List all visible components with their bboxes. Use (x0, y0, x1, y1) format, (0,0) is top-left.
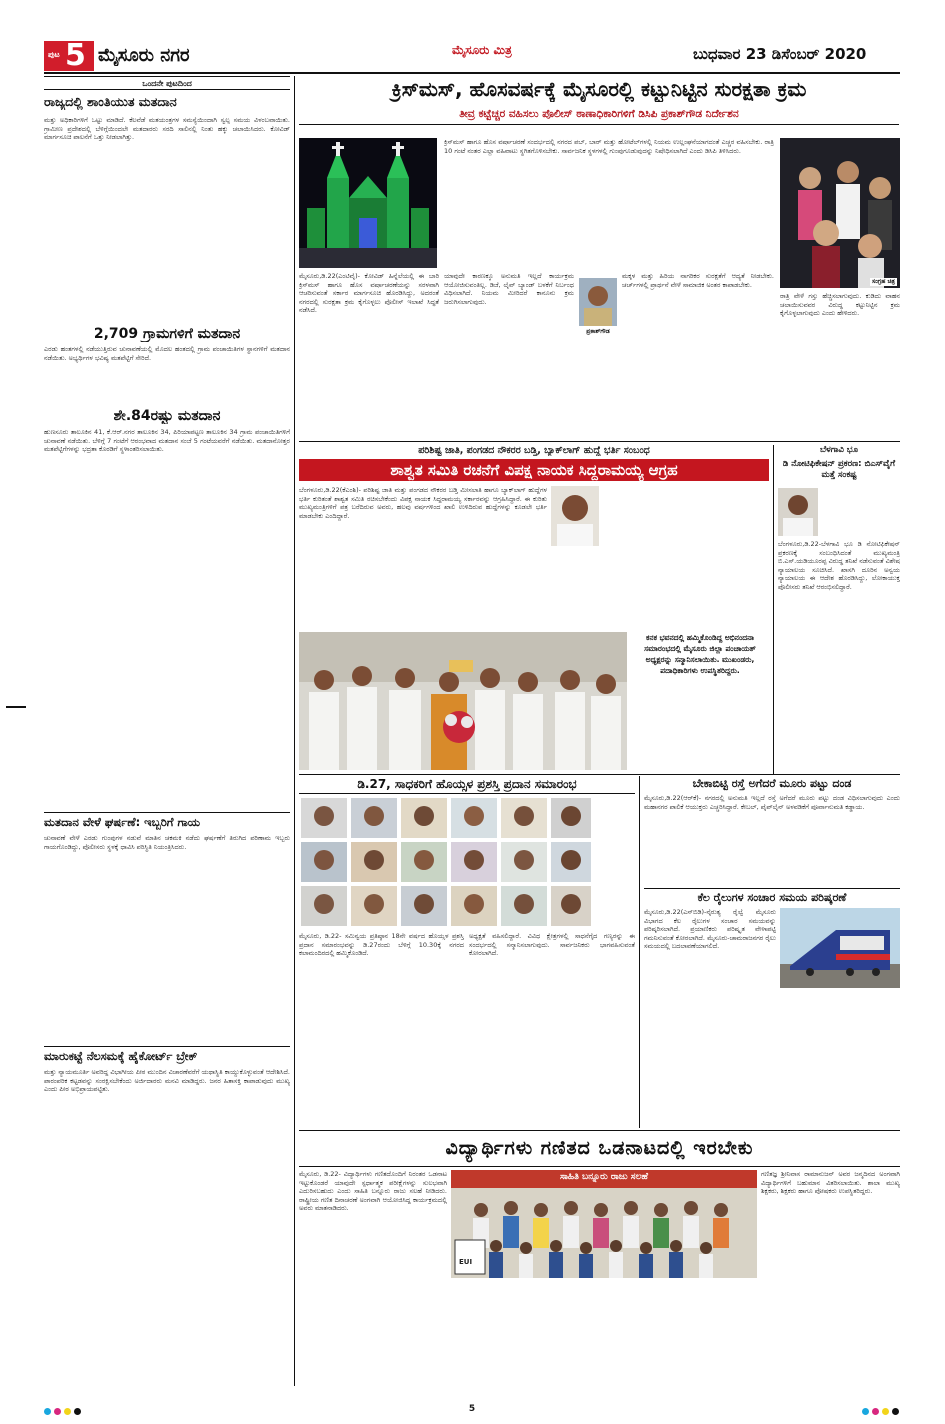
lead-body-top: ಕ್ರಿಸ್‌ಮಸ್ ಹಾಗೂ ಹೊಸ ವರ್ಷಾಚರಣೆ ಸಂದರ್ಭದಲ್ಲಿ ನಗರದ ಪಬ್, ಬಾರ್ ಮತ್ತು ಹೋಟೆಲ್‌ಗಳಲ್ಲಿ ನಿಯಮ ಉಲ್ಲಂಘನೆಯಾಗದಂತೆ ಎಚ್ಚರ ವಹಿಸಬೇಕು. ರಾತ್ರಿ 10 ಗಂಟೆ ನಂತರ ಎಲ್ಲಾ ವಹಿವಾಟು ಸ್ಥಗಿತಗೊಳಿಸಬೇಕು. ಸಾರ್ವಜನಿಕ ಸ್ಥಳಗಳಲ್ಲಿ ಗುಂಪುಗೂಡುವುದನ್ನು ನಿಷೇಧಿಸಲಾಗಿದೆ ಎಂದು ಡಿಸಿಪಿ ತಿಳಿಸಿದರು. (444, 138, 774, 155)
felicitation-illustration (299, 632, 627, 770)
yellow-dot (64, 1408, 71, 1415)
header-rule (44, 72, 900, 74)
story-body: ಹುಣಸೂರು ತಾಲೂಕಿನ 41, ಕೆ.ಆರ್.ನಗರ ತಾಲೂಕಿನ 34, ಪಿರಿಯಾಪಟ್ಟಣ ತಾಲೂಕಿನ 34 ಗ್ರಾಮ ಪಂಚಾಯಿತಿಗಳಿಗೆ ಚುನಾವಣೆ ನಡೆಯಿತು. ಬೆಳಿಗ್ಗೆ 7 ಗಂಟೆಗೆ ಆರಂಭವಾದ ಮತದಾನ ಸಂಜೆ 5 ಗಂಟೆಯವರೆಗೆ ನಡೆಯಿತು. ಮತದಾನೋತ್ತರ ಮತಪೆಟ್ಟಿಗೆಗಳನ್ನು ಭದ್ರತಾ ಕೊಠಡಿಗೆ ಸ್ಥಳಾಂತರಿಸಲಾಯಿತು. (44, 428, 290, 453)
story-body: ಚುನಾವಣೆ ವೇಳೆ ಎರಡು ಗುಂಪುಗಳ ನಡುವೆ ಮಾತಿನ ಚಕಮಕಿ ನಡೆದು ಘರ್ಷಣೆಗೆ ತಿರುಗಿದ ಪರಿಣಾಮ ಇಬ್ಬರು ಗಾಯಗೊಂಡಿದ್ದು, ಪೊಲೀಸರು ಸ್ಥಳಕ್ಕೆ ಧಾವಿಸಿ ಪರಿಸ್ಥಿತಿ ನಿಯಂತ್ರಿಸಿದರು. (44, 834, 290, 851)
story-body: ಮೈಸೂರು, ಡಿ.22- ವಿದ್ಯಾರ್ಥಿಗಳು ಗಣಿತದೊಂದಿಗೆ ನಿರಂತರ ಒಡನಾಟ ಇಟ್ಟುಕೊಂಡರೆ ಯಾವುದೇ ಸ್ಪರ್ಧಾತ್ಮಕ ಪರೀಕ್ಷೆಗಳನ್ನು ಸುಲಭವಾಗಿ ಎದುರಿಸಬಹುದು ಎಂದು ಸಾಹಿತಿ ಬನ್ನೂರು ರಾಜು ಸಲಹೆ ನೀಡಿದರು. ರಾಷ್ಟ್ರೀಯ ಗಣಿತ ದಿನಾಚರಣೆ ಅಂಗವಾಗಿ ಆಯೋಜಿಸಿದ್ದ ಕಾರ್ಯಕ್ರಮದಲ್ಲಿ ಅವರು ಮಾತನಾಡಿದರು. (299, 1170, 447, 1212)
church-photo (299, 138, 437, 268)
divider (299, 1166, 900, 1167)
lead-body: ರಾತ್ರಿ ವೇಳೆ ಗಸ್ತು ಹೆಚ್ಚಿಸಲಾಗುವುದು. ಕುಡಿದು ವಾಹನ ಚಲಾಯಿಸುವವರ ವಿರುದ್ಧ ಕಟ್ಟುನಿಟ್ಟಿನ ಕ್ರಮ ಕೈಗೊಳ್ಳಲಾಗುವುದು ಎಂದು ಹೇಳಿದರು. (780, 292, 900, 317)
brief-kicker: ಬೆಳಗಾವಿ ಭೂ (819, 445, 859, 455)
awardee-grid-illustration (299, 796, 635, 928)
story-body: ಮೈಸೂರು,ಡಿ.22(ಎಸ್‌ಬಿಡಿ)-ನೈರುತ್ಯ ರೈಲ್ವೆ ಮೈಸೂರು ವಿಭಾಗದ ಕೆಲ ರೈಲುಗಳ ಸಂಚಾರ ಸಮಯವನ್ನು ಪರಿಷ್ಕರಿಸಲಾಗಿದೆ. ಪ್ರಯಾಣಿಕರು ಪರಿಷ್ಕೃತ ವೇಳಾಪಟ್ಟಿ ಗಮನಿಸುವಂತೆ ಕೋರಲಾಗಿದೆ. ಮೈಸೂರು-ಚಾಮರಾಜನಗರ ರೈಲು ಸಮಯದಲ್ಲಿ ಬದಲಾವಣೆಯಾಗಲಿದೆ. (644, 908, 776, 950)
lead-subhead: ತೀವ್ರ ಕಟ್ಟೆಚ್ಚರ ವಹಿಸಲು ಪೊಲೀಸ್ ಠಾಣಾಧಿಕಾರಿಗಳಿಗೆ ಡಿಸಿಪಿ ಪ್ರಕಾಶ್‌ಗೌಡ ನಿರ್ದೇಶನ (459, 108, 739, 120)
story-title: ಶೇ.84ರಷ್ಟು ಮತದಾನ (113, 408, 221, 424)
bsy-portrait (778, 488, 818, 536)
story-body: ಮತ್ತು ಅಧಿಕಾರಿಗಳಿಗೆ ಒಟ್ಟು ಮಾಡಿದೆ. ಕೆಲವೆಡೆ ಮತಯಂತ್ರಗಳ ಸಮಸ್ಯೆಯಿಂದಾಗಿ ಸ್ವಲ್ಪ ಸಮಯ ವಿಳಂಬವಾಯಿತು. ಗ್ರಾಮೀಣ ಪ್ರದೇಶದಲ್ಲಿ ಬೆಳಿಗ್ಗೆಯಿಂದಲೇ ಮತದಾರರು ಸರದಿ ಸಾಲಿನಲ್ಲಿ ನಿಂತು ಹಕ್ಕು ಚಲಾಯಿಸಿದರು. ಕೋವಿಡ್ ಮಾರ್ಗಸೂಚಿ ಪಾಲನೆಗೆ ಒತ್ತು ನೀಡಲಾಗಿತ್ತು. (44, 116, 290, 141)
column-divider (773, 445, 774, 775)
lead-body: ಮೈಸೂರು,ಡಿ.22(ಎಂಟಿವೈ)- ಕೋವಿಡ್ ಹಿನ್ನೆಲೆಯಲ್ಲಿ ಈ ಬಾರಿ ಕ್ರಿಸ್‌ಮಸ್ ಹಾಗೂ ಹೊಸ ವರ್ಷಾಚರಣೆಯನ್ನು ಸರಳವಾಗಿ ಆಚರಿಸುವಂತೆ ಸರ್ಕಾರ ಮಾರ್ಗಸೂಚಿ ಹೊರಡಿಸಿದ್ದು, ಅದರಂತೆ ನಗರದಲ್ಲಿ ಸುರಕ್ಷತಾ ಕ್ರಮ ಕೈಗೊಳ್ಳಲು ಪೊಲೀಸ್ ಇಲಾಖೆ ಸಿದ್ಧತೆ ನಡೆಸಿದೆ. (299, 272, 439, 314)
black-dot (74, 1408, 81, 1415)
divider (299, 774, 900, 775)
story-body: ಎರಡು ಹಂತಗಳಲ್ಲಿ ನಡೆಯುತ್ತಿರುವ ಚುನಾವಣೆಯಲ್ಲಿ ಮೊದಲ ಹಂತದಲ್ಲಿ ಗ್ರಾಮ ಪಂಚಾಯಿತಿಗಳ ಸ್ಥಾನಗಳಿಗೆ ಮತದಾನ ನಡೆಯಿತು. ಅಭ್ಯರ್ಥಿಗಳ ಭವಿಷ್ಯ ಮತಪೆಟ್ಟಿಗೆ ಸೇರಿದೆ. (44, 345, 290, 362)
awardee-photo-grid (299, 796, 635, 928)
registration-mark (6, 706, 26, 708)
story-headline-band (299, 459, 769, 481)
photo-credit: ಸಂಗ್ರಹ ಚಿತ್ರ (871, 278, 895, 285)
divider (299, 793, 635, 794)
story-body-continued (644, 1000, 900, 1128)
church-illustration (299, 138, 437, 268)
brief-body: ಬೆಂಗಳೂರು,ಡಿ.22-ಬೆಳಗಾವಿ ಭೂ ಡಿ ನೋಟಿಫಿಕೇಷನ್ ಪ್ರಕರಣಕ್ಕೆ ಸಂಬಂಧಿಸಿದಂತೆ ಮುಖ್ಯಮಂತ್ರಿ ಬಿ.ಎಸ್.ಯಡಿಯೂರಪ್ಪ ವಿರುದ್ಧ ತನಿಖೆ ನಡೆಸುವಂತೆ ವಿಶೇಷ ನ್ಯಾಯಾಲಯ ಸೂಚಿಸಿದೆ. ಖಾಸಗಿ ದೂರಿನ ಅನ್ವಯ ನ್ಯಾಯಾಲಯ ಈ ಆದೇಶ ಹೊರಡಿಸಿದ್ದು, ಲೋಕಾಯುಕ್ತ ಪೊಲೀಸರು ತನಿಖೆ ಆರಂಭಿಸಲಿದ್ದಾರೆ. (778, 540, 900, 591)
story-body: ಮತ್ತು ನ್ಯಾಯಮೂರ್ತಿ ಅವರಿದ್ದ ವಿಭಾಗೀಯ ಪೀಠ ಮುಂದಿನ ವಿಚಾರಣೆವರೆಗೆ ಯಥಾಸ್ಥಿತಿ ಕಾಯ್ದುಕೊಳ್ಳುವಂತೆ ಆದೇಶಿಸಿದೆ. ಪಾರಂಪರಿಕ ಕಟ್ಟಡವನ್ನು ಸಂರಕ್ಷಿಸಬೇಕೆಂದು ಅರ್ಜಿದಾರರು ಮನವಿ ಮಾಡಿದ್ದರು. ಜನರ ಹಿತಾಸಕ್ತಿ ಕಾಪಾಡುವುದು ಮುಖ್ಯ ಎಂದು ಪೀಠ ಅಭಿಪ್ರಾಯಪಟ್ಟಿತು. (44, 1068, 290, 1093)
story-headline: ಬೇಕಾಬಿಟ್ಟಿ ರಸ್ತೆ ಅಗೆದರೆ ಮೂರು ಪಟ್ಟು ದಂಡ (692, 777, 852, 790)
kicker-band (44, 76, 290, 90)
portrait-caption: ಪ್ರಕಾಶ್‌ಗೌಡ (586, 328, 610, 335)
column-divider (294, 76, 295, 1386)
magenta-dot (872, 1408, 879, 1415)
page-number-badge (44, 41, 94, 71)
story-kicker: ಪರಿಶಿಷ್ಟ ಜಾತಿ, ಪಂಗಡದ ನೌಕರರ ಬಡ್ತಿ, ಬ್ಯಾಕ್‌ಲಾಗ್ ಹುದ್ದೆ ಭರ್ತಿ ಸಂಬಂಧ (418, 445, 650, 456)
dcp-portrait (579, 278, 617, 326)
divider (44, 1046, 290, 1047)
footer-page-number: 5 (468, 1404, 476, 1414)
story-headline: ವಿದ್ಯಾರ್ಥಿಗಳು ಗಣಿತದ ಒಡನಾಟದಲ್ಲಿ ಇರಬೇಕು (445, 1137, 754, 1159)
photo-sign: EUI (459, 1258, 473, 1266)
magenta-dot (54, 1408, 61, 1415)
page-number: 5 (65, 41, 86, 71)
train-photo (780, 908, 900, 988)
story-body-continued (604, 486, 769, 626)
story-headline: ಕೆಲ ರೈಲುಗಳ ಸಂಚಾರ ಸಮಯ ಪರಿಷ್ಕರಣೆ (697, 891, 847, 904)
felicitation-caption: ಕನಕ ಭವನದಲ್ಲಿ ಹಮ್ಮಿಕೊಂಡಿದ್ದ ಅಭಿನಂದನಾ ಸಮಾರಂಭದಲ್ಲಿ ಮೈಸೂರು ಜಿಲ್ಲಾ ಪಂಚಾಯತ್ ಅಧ್ಯಕ್ಷರನ್ನು ಸನ್ಮಾನಿಸಲಾಯಿತು. ಮುಖಂಡರು, ಪದಾಧಿಕಾರಿಗಳು ಉಪಸ್ಥಿತರಿದ್ದರು. (644, 633, 756, 675)
brief-headline: ಡಿ ನೋಟಿಫಿಕೇಷನ್ ಪ್ರಕರಣ: ಬಿಎಸ್‌ವೈಗೆ ಮತ್ತೆ ಸಂಕಷ್ಟ (782, 459, 896, 480)
story-title: ಮಾರುಕಟ್ಟೆ ನೆಲಸಮಕ್ಕೆ ಹೈಕೋರ್ಟ್ ಬ್ರೇಕ್ (44, 1049, 198, 1063)
lead-headline: ಕ್ರಿಸ್‌ಮಸ್, ಹೊಸವರ್ಷಕ್ಕೆ ಮೈಸೂರಲ್ಲಿ ಕಟ್ಟುನಿಟ್ಟಿನ ಸುರಕ್ಷತಾ ಕ್ರಮ (391, 77, 807, 101)
yellow-dot (882, 1408, 889, 1415)
photo-banner: ಸಾಹಿತಿ ಬನ್ನೂರು ರಾಜು ಸಲಹೆ (559, 1172, 649, 1182)
felicitation-photo (299, 632, 627, 770)
train-illustration (780, 908, 900, 988)
students-illustration (451, 1170, 757, 1278)
divider (299, 1130, 900, 1131)
issue-date: ಬುಧವಾರ 23 ಡಿಸೆಂಬರ್ 2020 (693, 45, 867, 63)
story-body-continued (451, 1282, 757, 1386)
story-headline: ಡಿ.27, ಸಾಧಕರಿಗೆ ಹೊಯ್ಸಳ ಪ್ರಶಸ್ತಿ ಪ್ರದಾನ ಸಮಾರಂಭ (357, 777, 577, 791)
paper-name: ಮೈಸೂರು ಮಿತ್ರ (452, 43, 512, 57)
story-body: ಗಣಿತಜ್ಞ ಶ್ರೀನಿವಾಸ ರಾಮಾನುಜನ್ ಅವರ ಜನ್ಮದಿನದ ಅಂಗವಾಗಿ ವಿದ್ಯಾರ್ಥಿಗಳಿಗೆ ಬಹುಮಾನ ವಿತರಿಸಲಾಯಿತು. ಶಾಲಾ ಮುಖ್ಯ ಶಿಕ್ಷಕರು, ಶಿಕ್ಷಕರು ಹಾಗೂ ಪೋಷಕರು ಉಪಸ್ಥಿತರಿದ್ದರು. (761, 1170, 900, 1195)
kicker-label: ಒಂದನೇ ಪುಟದಿಂದ (142, 79, 192, 88)
section-title: ಮೈಸೂರು ನಗರ (98, 45, 190, 66)
portrait-illustration (551, 486, 599, 546)
cyan-dot (44, 1408, 51, 1415)
story-body: ಮೈಸೂರು, ಡಿ.22- ಸಮಿನ್ವಯ ಪ್ರತಿಷ್ಠಾನ 18ನೇ ವರ್ಷದ ಹೊಯ್ಸಳ ಪ್ರಶಸ್ತಿ ಪ್ರದಾನ ಸಮಾರಂಭವನ್ನು ಡಿ.27ರಂದು ಬೆಳಿಗ್ಗೆ 10.30ಕ್ಕೆ ನಗರದ ಕಲಾಮಂದಿರದಲ್ಲಿ ಹಮ್ಮಿಕೊಂಡಿದೆ. (299, 932, 464, 957)
lead-body: ಯಾವುದೇ ಕಾರಣಕ್ಕೂ ಅನುಮತಿ ಇಲ್ಲದೆ ಕಾರ್ಯಕ್ರಮ ಆಯೋಜಿಸುವಂತಿಲ್ಲ. ಡಿಜೆ, ಲೈವ್ ಬ್ಯಾಂಡ್ ಬಳಕೆಗೆ ನಿರ್ಬಂಧ ವಿಧಿಸಲಾಗಿದೆ. ನಿಯಮ ಮೀರಿದರೆ ಕಾನೂನು ಕ್ರಮ ಜರುಗಿಸಲಾಗುವುದು. (444, 272, 574, 306)
divider (44, 812, 290, 813)
celebration-illustration (780, 138, 900, 288)
story-title: ಮತದಾನ ವೇಳೆ ಘರ್ಷಣೆ: ಇಬ್ಬರಿಗೆ ಗಾಯ (44, 815, 201, 829)
story-body: ಮೈಸೂರು,ಡಿ.22(ಆರ್‌ಕೆ)- ನಗರದಲ್ಲಿ ಅನುಮತಿ ಇಲ್ಲದೆ ರಸ್ತೆ ಅಗೆದರೆ ಮೂರು ಪಟ್ಟು ದಂಡ ವಿಧಿಸಲಾಗುವುದು ಎಂದು ಮಹಾನಗರ ಪಾಲಿಕೆ ಆಯುಕ್ತರು ಎಚ್ಚರಿಸಿದ್ದಾರೆ. ಕೇಬಲ್, ಪೈಪ್‌ಲೈನ್ ಅಳವಡಿಕೆಗೆ ಪೂರ್ವಾನುಮತಿ ಕಡ್ಡಾಯ. (644, 794, 900, 811)
story-body: ಅಧ್ಯಕ್ಷತೆ ವಹಿಸಲಿದ್ದಾರೆ. ವಿವಿಧ ಕ್ಷೇತ್ರಗಳಲ್ಲಿ ಸಾಧನೆಗೈದ ಗಣ್ಯರನ್ನು ಈ ಸಂದರ್ಭದಲ್ಲಿ ಸನ್ಮಾನಿಸಲಾಗುವುದು. ಸಾರ್ವಜನಿಕರು ಭಾಗವಹಿಸುವಂತೆ ಕೋರಲಾಗಿದೆ. (469, 932, 635, 957)
students-photo (451, 1170, 757, 1278)
divider (299, 124, 899, 125)
story-title: ರಾಜ್ಯದಲ್ಲಿ ಶಾಂತಿಯುತ ಮತದಾನ (44, 94, 177, 109)
lead-body: ಮಕ್ಕಳ ಮತ್ತು ಹಿರಿಯ ನಾಗರಿಕರ ಸುರಕ್ಷತೆಗೆ ಆದ್ಯತೆ ನೀಡಬೇಕು. ಚರ್ಚ್‌ಗಳಲ್ಲಿ ಪ್ರಾರ್ಥನೆ ವೇಳೆ ಸಾಮಾಜಿಕ ಅಂತರ ಕಾಪಾಡಬೇಕು. (622, 272, 774, 289)
story-body: ಬೆಂಗಳೂರು,ಡಿ.22(ಕೆಎಂಶಿ)- ಪರಿಶಿಷ್ಟ ಜಾತಿ ಮತ್ತು ಪಂಗಡದ ನೌಕರರ ಬಡ್ತಿ ಮೀಸಲಾತಿ ಹಾಗೂ ಬ್ಯಾಕ್‌ಲಾಗ್ ಹುದ್ದೆಗಳ ಭರ್ತಿ ಕುರಿತಂತೆ ಶಾಶ್ವತ ಸಮಿತಿ ರಚಿಸಬೇಕೆಂದು ವಿಪಕ್ಷ ನಾಯಕ ಸಿದ್ದರಾಮಯ್ಯ ಸರ್ಕಾರವನ್ನು ಆಗ್ರಹಿಸಿದ್ದಾರೆ. ಈ ಕುರಿತು ಮುಖ್ಯಮಂತ್ರಿಗಳಿಗೆ ಪತ್ರ ಬರೆದಿರುವ ಅವರು, ಹಲವು ವರ್ಷಗಳಿಂದ ಖಾಲಿ ಉಳಿದಿರುವ ಹುದ್ದೆಗಳನ್ನು ಕೂಡಲೇ ಭರ್ತಿ ಮಾಡಬೇಕು ಎಂದಿದ್ದಾರೆ. (299, 486, 547, 520)
celebration-photo (780, 138, 900, 288)
column-divider (639, 776, 640, 1128)
story-title: 2,709 ಗ್ರಾಮಗಳಿಗೆ ಮತದಾನ (93, 326, 241, 342)
portrait-illustration (579, 278, 617, 326)
story-headline: ಶಾಶ್ವತ ಸಮಿತಿ ರಚನೆಗೆ ವಿಪಕ್ಷ ನಾಯಕ ಸಿದ್ದರಾಮಯ್ಯ ಆಗ್ರಹ (390, 461, 678, 479)
black-dot (892, 1408, 899, 1415)
page-prefix: ಪುಟ (48, 50, 60, 59)
siddaramaiah-portrait (551, 486, 599, 546)
cyan-dot (862, 1408, 869, 1415)
divider (644, 888, 900, 889)
divider (299, 441, 900, 442)
portrait-illustration (778, 488, 818, 536)
